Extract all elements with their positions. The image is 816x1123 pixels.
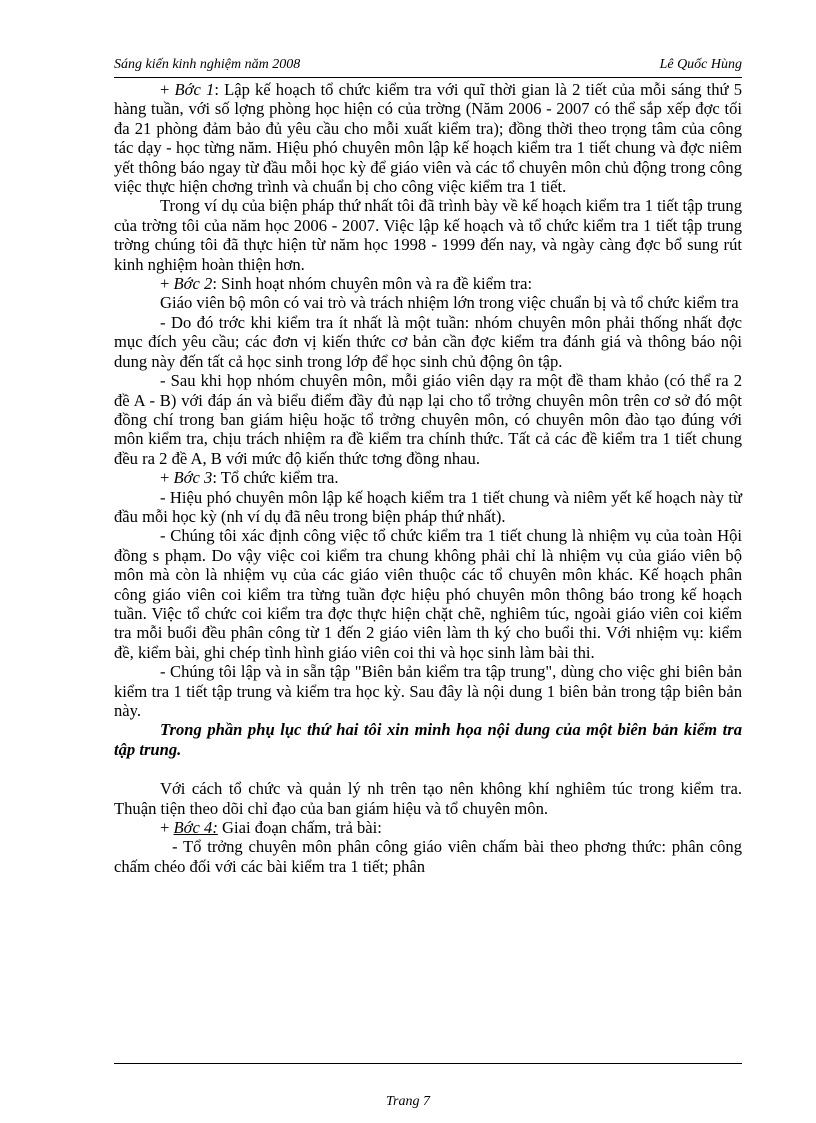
step2-paragraph [114, 274, 742, 293]
dash-item-3: - Hiệu phó chuyên môn lập kế hoạch kiểm tra 1 tiết chung và niêm yết kế hoạch này từ đầu mỗi học kỳ (nh ví dụ đã nêu trong biện pháp thứ nhất). [114, 487, 742, 526]
step3-paragraph [114, 468, 742, 487]
step2-prefix: + [160, 274, 174, 294]
dash-item-1: - Do đó trớc khi kiểm tra ít nhất là một tuần: nhóm chuyên môn phải thống nhất đợc mục đích yêu cầu; các đơn vị kiến thức cơ bản cần đợc kiểm tra đánh giá và thông báo nội dung này đến tất cả học sinh trong lớp để học sinh chủ động ôn tập. [114, 312, 742, 371]
spacer [114, 759, 742, 779]
organization-paragraph: Với cách tổ chức và quản lý nh trên tạo nên không khí nghiêm túc trong kiểm tra. Thuận tiện theo dõi chỉ đạo của ban giám hiệu và tổ chuyên môn. [114, 779, 742, 818]
step4-prefix: + [160, 818, 174, 838]
step3-label: Bớc 3 [173, 468, 213, 488]
document-body [114, 80, 742, 876]
step1-prefix: + [160, 80, 175, 99]
step4-text: Giai đoạn chấm, trả bài: [217, 818, 382, 838]
step3-text: : Tổ chức kiểm tra. [212, 468, 339, 488]
appendix-note: Trong phần phụ lục thứ hai tôi xin minh họa nội dung của một biên bản kiểm tra tập trung. [114, 720, 742, 759]
page-header [114, 55, 742, 78]
step3-prefix: + [160, 468, 174, 488]
step2-text: : Sinh hoạt nhóm chuyên môn và ra đề kiểm tra: [212, 274, 533, 294]
example-paragraph: Trong ví dụ của biện pháp thứ nhất tôi đã trình bày về kế hoạch kiểm tra 1 tiết tập trung của trờng tôi của năm học 2006 - 2007. Việc lập kế hoạch và tổ chức kiểm tra 1 tiết tập trung trờng chúng tôi đã thực hiện từ năm học 1998 - 1999 đến nay, và ngày càng đợc bổ sung rút kinh nghiệm hoàn thiện hơn. [114, 196, 742, 274]
dash-item-2: - Sau khi họp nhóm chuyên môn, mỗi giáo viên dạy ra một đề tham khảo (có thể ra 2 đề A - B) với đáp án và biểu điểm đầy đủ nạp lại cho tổ trởng chuyên môn trên cơ sở đó một đồng chí trong ban giám hiệu hoặc tổ trởng chuyên môn, có chuyên môn đào tạo đúng với môn kiểm tra, chịu trách nhiệm ra đề kiểm tra chính thức. Tất cả các đề kiểm tra 1 tiết chung đều ra 2 đề A, B với mức độ kiến thức tơng đồng nhau. [114, 371, 742, 468]
footer-divider [114, 1063, 742, 1064]
header-title: Sáng kiến kinh nghiệm năm 2008 [114, 57, 301, 72]
step2-label: Bớc 2 [173, 274, 213, 294]
step4-label: Bớc 4: [173, 818, 218, 838]
step1-text: : Lập kế hoạch tổ chức kiểm tra với quĩ thời gian là 2 tiết của mỗi sáng thứ 5 hàng tuần, với số lợng phòng học hiện có của trờng (Năm 2006 - 2007 có thể sắp xếp đợc tối đa 21 phòng đảm bảo đủ yêu cầu cho mỗi xuất kiểm tra); đồng thời theo trọng tâm của công tác dạy - học từng năm. Hiệu phó chuyên môn lập kế hoạch kiểm tra 1 tiết chung và đợc niêm yết thông báo ngay từ đầu mỗi học kỳ để giáo viên và các tổ chuyên môn chủ động trong công việc thực hiện chơng trình và chuẩn bị cho công việc kiểm tra 1 tiết. [114, 80, 742, 197]
dash-item-5: - Chúng tôi lập và in sẵn tập "Biên bản kiểm tra tập trung", dùng cho việc ghi biên bản kiểm tra 1 tiết tập trung và kiểm tra học kỳ. Sau đây là nội dung 1 biên bản trong tập biên bản này. [114, 662, 742, 720]
teacher-role-paragraph: Giáo viên bộ môn có vai trò và trách nhiệm lớn trong việc chuẩn bị và tổ chức kiểm tra [160, 293, 739, 313]
page-number: Trang 7 [386, 1094, 430, 1109]
dash-item-6: - Tổ trởng chuyên môn phân công giáo viên chấm bài theo phơng thức: phân công chấm chéo đối với các bài kiểm tra 1 tiết; phân [114, 837, 742, 876]
header-author: Lê Quốc Hùng [659, 57, 742, 72]
step1-label: Bớc 1 [174, 80, 215, 99]
dash-item-4: - Chúng tôi xác định công việc tổ chức kiểm tra 1 tiết chung là nhiệm vụ của toàn Hội đồng s phạm. Do vậy việc coi kiểm tra chung không phải chỉ là nhiệm vụ của giáo viên bộ môn mà còn là nhiệm vụ của các giáo viên thuộc các tổ chuyên môn khác. Kế hoạch phân công giáo viên coi kiểm tra từng tuần đợc hiệu phó chuyên môn thông báo trong kế hoạch tuần. Việc tổ chức coi kiểm tra đợc thực hiện chặt chẽ, nghiêm túc, ngoài giáo viên coi kiểm tra mỗi buổi đều phân công từ 1 đến 2 giáo viên làm th ký cho buổi thi. Với nhiệm vụ: kiểm đề, kiểm bài, ghi chép tình hình giáo viên coi thi và học sinh làm bài thi. [114, 526, 742, 662]
step1-paragraph [114, 80, 742, 196]
step4-paragraph [114, 818, 742, 837]
